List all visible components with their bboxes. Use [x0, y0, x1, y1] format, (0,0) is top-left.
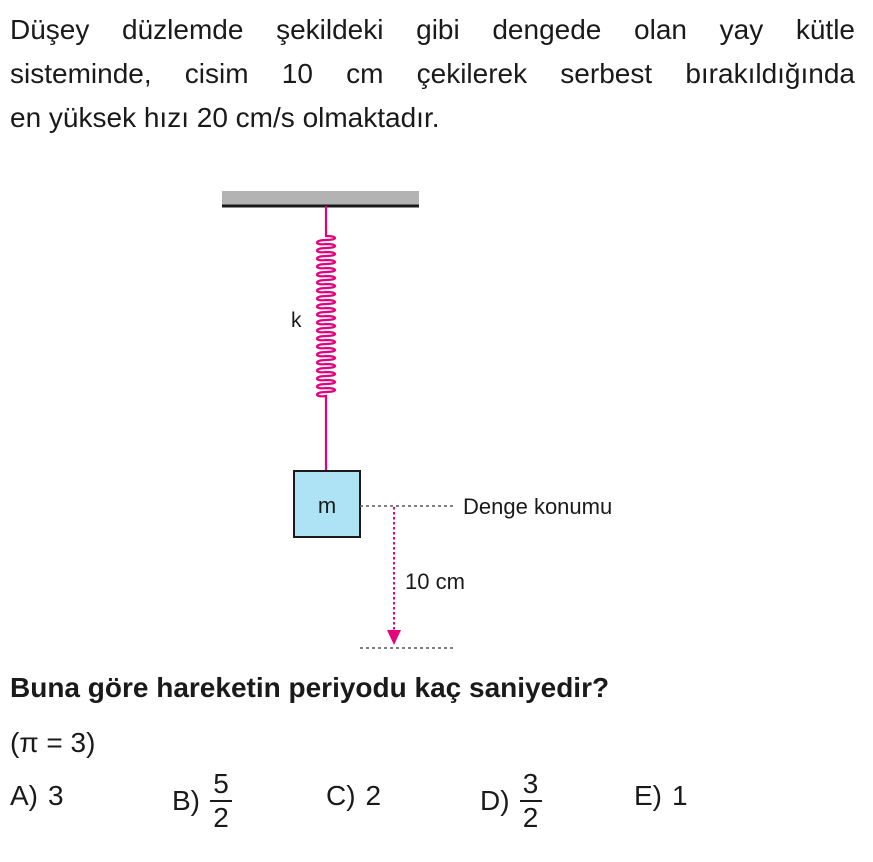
ceiling-hatch	[222, 191, 419, 205]
question-text: Buna göre hareketin periyodu kaç saniyedir?	[10, 672, 610, 703]
option-b-numerator: 5	[213, 768, 229, 799]
option-c[interactable]	[326, 780, 381, 812]
option-d-fraction	[520, 770, 542, 832]
option-d-label: D)	[480, 785, 510, 816]
displacement-label: 10 cm	[405, 569, 465, 594]
option-b-fraction	[210, 770, 232, 832]
option-e-label: E)	[634, 780, 662, 811]
option-c-value: 2	[365, 780, 382, 811]
option-a[interactable]	[10, 780, 64, 812]
problem-line-3: en yüksek hızı 20 cm/s olmaktadır.	[10, 102, 440, 133]
equilibrium-label: Denge konumu	[463, 494, 613, 519]
spring-label: k	[291, 309, 302, 332]
option-d[interactable]	[480, 770, 542, 832]
arrow-head	[387, 630, 401, 645]
given-pi: (π = 3)	[10, 727, 96, 758]
problem-line-1: Düşey düzlemde şekildeki gibi dengede olan yay kütle	[10, 14, 855, 45]
option-b-label: B)	[172, 785, 200, 816]
option-e[interactable]	[634, 780, 688, 812]
option-e-value: 1	[672, 780, 688, 811]
spring	[317, 206, 335, 471]
option-b[interactable]	[172, 770, 232, 832]
option-a-value: 3	[48, 780, 64, 811]
option-a-label: A)	[10, 780, 38, 811]
option-c-label: C)	[326, 780, 356, 811]
option-d-numerator: 3	[522, 768, 539, 799]
option-d-denominator: 2	[522, 802, 539, 833]
problem-line-2: sisteminde, cisim 10 cm çekilerek serbest bırakıldığında	[10, 58, 855, 89]
option-b-denominator: 2	[213, 802, 229, 833]
mass-label: m	[317, 493, 337, 518]
